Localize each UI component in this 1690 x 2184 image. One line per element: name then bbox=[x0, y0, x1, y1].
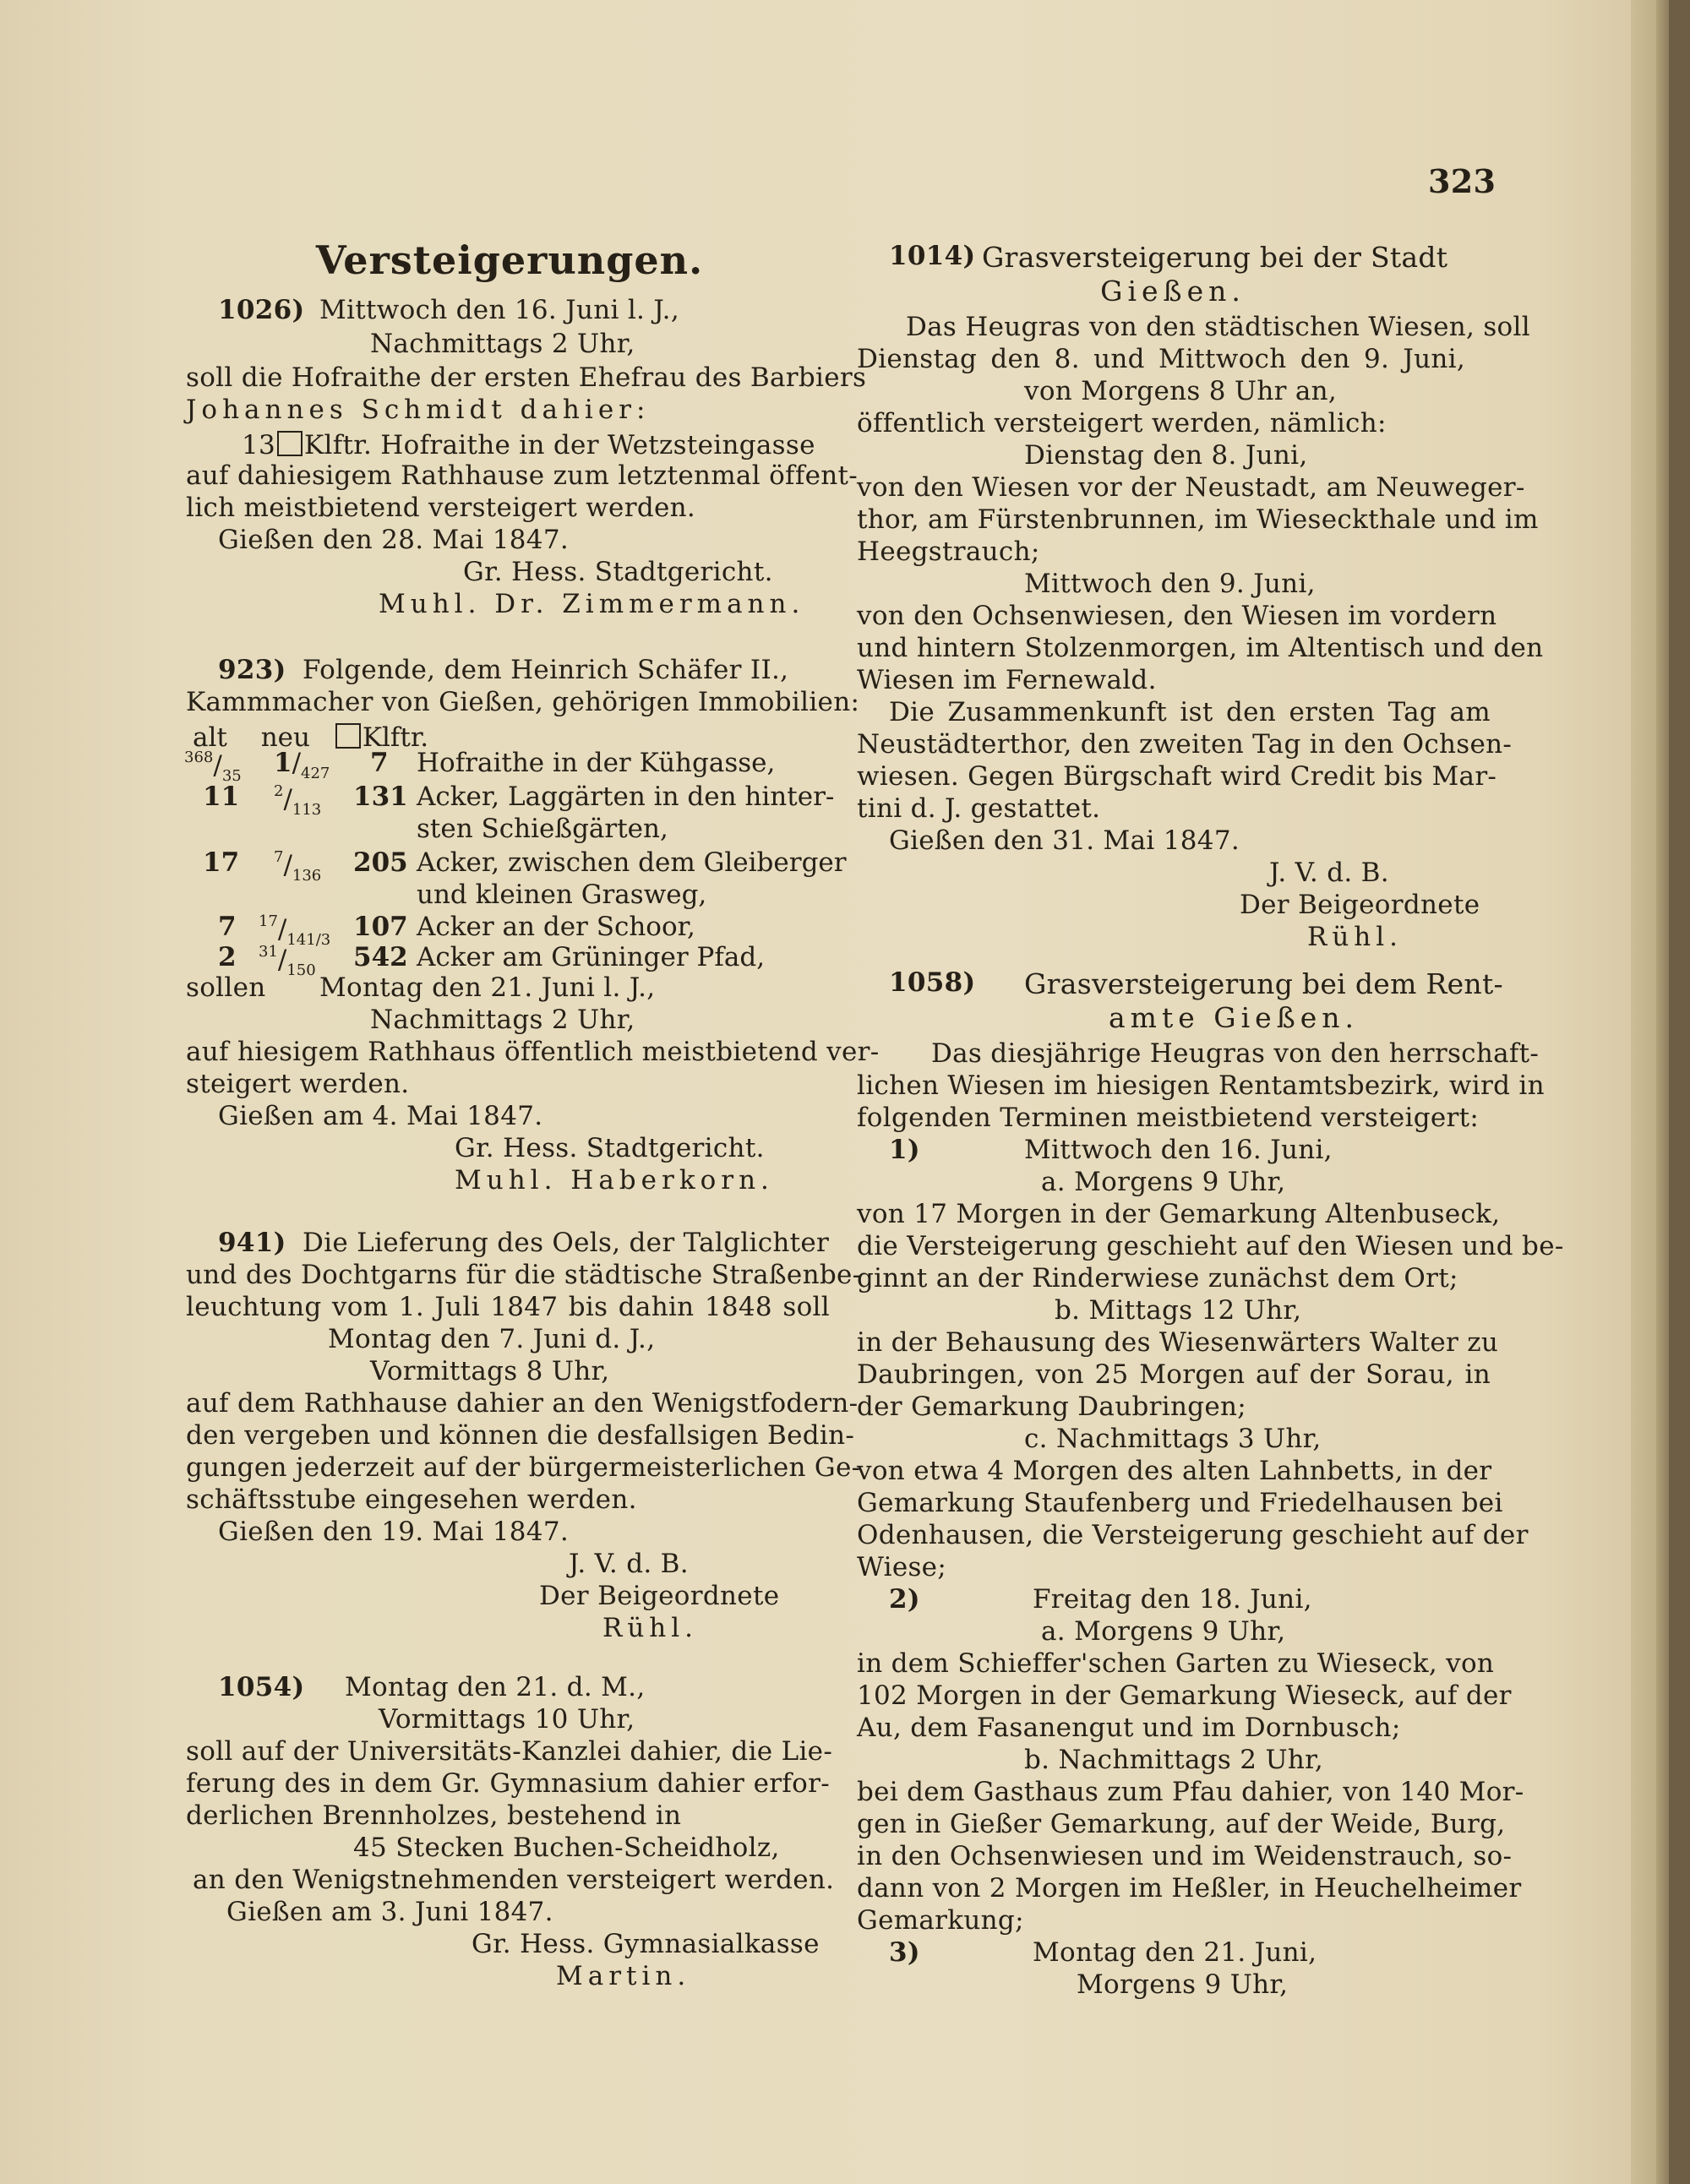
notice-line: an den Wenigstnehmenden versteigert werden. bbox=[193, 1865, 835, 1895]
notice-line: auf dahiesigem Rathhause zum letztenmal öffent- bbox=[186, 460, 859, 491]
notice-line: sollen bbox=[186, 972, 266, 1003]
square-symbol bbox=[335, 723, 361, 749]
notice-line: Wiesen im Fernewald. bbox=[857, 665, 1157, 695]
section-heading: Versteigerungen. bbox=[315, 237, 704, 283]
notice-signature: Der Beigeordnete bbox=[1240, 890, 1480, 920]
notice-signature: J. V. d. B. bbox=[1269, 858, 1389, 888]
notice-line: Die Zusammenkunft ist den ersten Tag am bbox=[889, 697, 1491, 727]
notice-line: Vormittags 10 Uhr, bbox=[379, 1704, 635, 1735]
alt-num: 368 bbox=[184, 749, 214, 766]
notice-line: gungen jederzeit auf der bürgermeisterlichen Ge- bbox=[186, 1452, 861, 1483]
notice-line: Nachmittags 2 Uhr, bbox=[370, 329, 635, 359]
notice-line: lich meistbietend versteigert werden. bbox=[186, 493, 696, 523]
notice-line: in dem Schieffer'schen Garten zu Wieseck, von bbox=[857, 1648, 1495, 1679]
notice-line: 102 Morgen in der Gemarkung Wieseck, auf der bbox=[857, 1680, 1512, 1711]
notice-title: Grasversteigerung bei der Stadt bbox=[982, 241, 1448, 274]
notice-line: Daubringen, von 25 Morgen auf der Sorau, in bbox=[857, 1359, 1491, 1390]
notice-line: tini d. J. gestattet. bbox=[857, 793, 1101, 824]
alt-num: 2 bbox=[218, 942, 237, 972]
notice-line: in den Ochsenwiesen und im Weidenstrauch, so- bbox=[857, 1841, 1513, 1871]
notice-line: Das Heugras von den städtischen Wiesen, soll bbox=[906, 312, 1530, 342]
notice-line: lichen Wiesen im hiesigen Rentamtsbezirk, wird in bbox=[857, 1070, 1545, 1101]
notice-date: Gießen den 31. Mai 1847. bbox=[889, 825, 1240, 856]
parcel-text: Acker an der Schoor, bbox=[417, 912, 695, 942]
notice-line: und des Dochtgarns für die städtische Straßenbe- bbox=[186, 1260, 862, 1290]
notice-line: Freitag den 18. Juni, bbox=[1033, 1584, 1312, 1615]
notice-signature: Muhl. Haberkorn. bbox=[455, 1165, 774, 1195]
notice-signature: Rühl. bbox=[1307, 922, 1404, 952]
neu-den: 113 bbox=[292, 801, 322, 819]
notice-signature: Gr. Hess. Stadtgericht. bbox=[463, 557, 773, 587]
notice-number: 1014) bbox=[889, 241, 976, 271]
notice-number: 1054) bbox=[218, 1672, 305, 1702]
notice-line: steigert werden. bbox=[186, 1069, 410, 1099]
notice-line: Heegstrauch; bbox=[857, 536, 1040, 567]
neu-num: 1 bbox=[274, 748, 292, 778]
notice-date: Gießen am 4. Mai 1847. bbox=[218, 1101, 543, 1131]
notice-line: von den Ochsenwiesen, den Wiesen im vordern bbox=[857, 601, 1497, 631]
klftr-value: 131 bbox=[353, 782, 408, 812]
notice-line: wiesen. Gegen Bürgschaft wird Credit bis Mar- bbox=[857, 761, 1497, 792]
notice-signature: Martin. bbox=[556, 1961, 691, 1991]
notice-line: thor, am Fürstenbrunnen, im Wieseckthale und im bbox=[857, 504, 1539, 535]
neu-den: 136 bbox=[292, 867, 322, 885]
notice-date: Gießen den 28. Mai 1847. bbox=[218, 525, 569, 555]
notice-line: Wiese; bbox=[857, 1552, 947, 1582]
notice-line: Dienstag den 8. und Mittwoch den 9. Juni, bbox=[857, 344, 1465, 374]
notice-number: 941) bbox=[218, 1228, 286, 1258]
neu-den: 141/3 bbox=[286, 931, 331, 949]
notice-line: leuchtung vom 1. Juli 1847 bis dahin 1848 soll bbox=[186, 1292, 830, 1322]
parcel-text: Acker, Laggärten in den hinter- bbox=[417, 782, 835, 812]
notice-line: schäftsstube eingesehen werden. bbox=[186, 1484, 637, 1515]
notice-date: Gießen am 3. Juni 1847. bbox=[226, 1897, 553, 1927]
notice-line: Mittwoch den 16. Juni l. J., bbox=[319, 295, 679, 325]
notice-title: amte Gießen. bbox=[1109, 1001, 1360, 1034]
page-number: 323 bbox=[1428, 162, 1496, 200]
notice-line: a. Morgens 9 Uhr, bbox=[1041, 1167, 1286, 1197]
term-number: 2) bbox=[889, 1584, 920, 1615]
col-alt: alt bbox=[193, 722, 227, 753]
notice-line: und hintern Stolzenmorgen, im Altentisch und den bbox=[857, 633, 1544, 663]
notice-line: 45 Stecken Buchen-Scheidholz, bbox=[353, 1833, 780, 1863]
notice-line: auf dem Rathhause dahier an den Wenigstfodern- bbox=[186, 1388, 859, 1419]
neu-num: 2 bbox=[274, 782, 284, 800]
alt-num: 7 bbox=[218, 912, 237, 942]
notice-line: soll auf der Universitäts-Kanzlei dahier, die Lie- bbox=[186, 1736, 833, 1767]
notice-line: Montag den 21. d. M., bbox=[345, 1672, 646, 1702]
notice-number: 1026) bbox=[218, 295, 305, 325]
notice-line: von Morgens 8 Uhr an, bbox=[1024, 376, 1338, 406]
notice-signature: Rühl. bbox=[602, 1613, 699, 1643]
notice-line: der Gemarkung Daubringen; bbox=[857, 1392, 1247, 1422]
klftr-value: 205 bbox=[353, 847, 408, 878]
notice-title: Gießen. bbox=[1100, 275, 1246, 308]
notice-line: folgenden Terminen meistbietend versteigert: bbox=[857, 1103, 1480, 1133]
notice-line: Mittwoch den 9. Juni, bbox=[1024, 569, 1316, 599]
notice-line: Kammmacher von Gießen, gehörigen Immobilien: bbox=[186, 687, 860, 717]
square-symbol bbox=[277, 431, 303, 456]
notice-line: in der Behausung des Wiesenwärters Walter zu bbox=[857, 1327, 1499, 1358]
notice-line: bei dem Gasthaus zum Pfau dahier, von 140 Mor- bbox=[857, 1777, 1524, 1807]
notice-line: Odenhausen, die Versteigerung geschieht auf der bbox=[857, 1520, 1529, 1550]
notice-signature: Gr. Hess. Stadtgericht. bbox=[455, 1133, 765, 1163]
notice-number: 1058) bbox=[889, 967, 976, 998]
notice-line: c. Nachmittags 3 Uhr, bbox=[1024, 1424, 1322, 1454]
notice-line: den vergeben und können die desfallsigen Bedin- bbox=[186, 1420, 855, 1451]
notice-number: 923) bbox=[218, 655, 286, 685]
parcel-text: Hofraithe in der Kühgasse, bbox=[417, 748, 776, 778]
notice-line: Morgens 9 Uhr, bbox=[1077, 1969, 1289, 2000]
notice-line: ferung des in dem Gr. Gymnasium dahier erfor- bbox=[186, 1768, 830, 1799]
klftr-value: 7 bbox=[370, 748, 389, 778]
page-edge-inner bbox=[1631, 0, 1656, 2184]
neu-den: 427 bbox=[301, 765, 330, 782]
notice-line: Johannes Schmidt dahier: bbox=[186, 395, 651, 425]
term-number: 3) bbox=[889, 1937, 920, 1968]
notice-line: von etwa 4 Morgen des alten Lahnbetts, in der bbox=[857, 1456, 1492, 1486]
area-text: Klftr. Hofraithe in der Wetzsteingasse bbox=[304, 430, 815, 460]
notice-line: b. Mittags 12 Uhr, bbox=[1055, 1295, 1302, 1326]
notice-line: Folgende, dem Heinrich Schäfer II., bbox=[303, 655, 789, 685]
alt-den: 35 bbox=[221, 767, 242, 785]
neu-num: 17 bbox=[259, 912, 278, 930]
area-number: 13 bbox=[242, 430, 276, 460]
notice-line: dann von 2 Morgen im Heßler, in Heuchelheimer bbox=[857, 1873, 1522, 1904]
alt-num: 11 bbox=[203, 782, 240, 812]
notice-date: Gießen den 19. Mai 1847. bbox=[218, 1517, 569, 1547]
notice-line: soll die Hofraithe der ersten Ehefrau des Barbiers bbox=[186, 362, 867, 393]
col-klftr: Klftr. bbox=[362, 722, 429, 753]
notice-signature: Der Beigeordnete bbox=[539, 1581, 780, 1611]
table-header bbox=[193, 723, 428, 751]
notice-signature: J. V. d. B. bbox=[569, 1549, 689, 1579]
notice-line: Gemarkung Staufenberg und Friedelhausen bei bbox=[857, 1488, 1503, 1518]
notice-line: Gemarkung; bbox=[857, 1905, 1024, 1936]
notice-line bbox=[242, 431, 815, 459]
notice-line: von den Wiesen vor der Neustadt, am Neuweger- bbox=[857, 472, 1525, 503]
notice-line: Mittwoch den 16. Juni, bbox=[1024, 1135, 1333, 1165]
notice-line: Nachmittags 2 Uhr, bbox=[370, 1005, 635, 1035]
klftr-value: 107 bbox=[353, 912, 408, 942]
notice-line: ginnt an der Rinderwiese zunächst dem Ort; bbox=[857, 1263, 1458, 1294]
notice-line: Neustädterthor, den zweiten Tag in den Ochsen- bbox=[857, 729, 1513, 760]
parcel-text: sten Schießgärten, bbox=[417, 814, 668, 844]
neu-num: 31 bbox=[259, 943, 278, 961]
notice-line: b. Nachmittags 2 Uhr, bbox=[1024, 1745, 1324, 1775]
notice-line: Montag den 7. Juni d. J., bbox=[328, 1324, 656, 1354]
parcel-text: und kleinen Grasweg, bbox=[417, 880, 707, 910]
notice-line: Vormittags 8 Uhr, bbox=[370, 1356, 610, 1386]
notice-title: Grasversteigerung bei dem Rent- bbox=[1024, 967, 1503, 1000]
notice-line: Dienstag den 8. Juni, bbox=[1024, 440, 1308, 471]
notice-line: die Versteigerung geschieht auf den Wiesen und be- bbox=[857, 1231, 1564, 1261]
notice-signature: Muhl. Dr. Zimmermann. bbox=[379, 589, 805, 619]
notice-line: Montag den 21. Juni, bbox=[1033, 1937, 1317, 1968]
klftr-value: 542 bbox=[353, 942, 408, 972]
notice-line: Die Lieferung des Oels, der Talglichter bbox=[303, 1228, 830, 1258]
notice-line: Au, dem Fasanengut und im Dornbusch; bbox=[857, 1713, 1401, 1743]
notice-signature: Gr. Hess. Gymnasialkasse bbox=[472, 1929, 820, 1959]
notice-line: Das diesjährige Heugras von den herrschaft- bbox=[931, 1038, 1540, 1069]
notice-line: a. Morgens 9 Uhr, bbox=[1041, 1616, 1286, 1647]
term-number: 1) bbox=[889, 1135, 920, 1165]
notice-line: auf hiesigem Rathhaus öffentlich meistbietend ver- bbox=[186, 1037, 880, 1067]
notice-line: Montag den 21. Juni l. J., bbox=[319, 972, 656, 1003]
parcel-text: Acker am Grüninger Pfad, bbox=[417, 942, 766, 972]
parcel-text: Acker, zwischen dem Gleiberger bbox=[417, 847, 847, 878]
notice-line: derlichen Brennholzes, bestehend in bbox=[186, 1800, 682, 1831]
notice-line: gen in Gießer Gemarkung, auf der Weide, Burg, bbox=[857, 1809, 1506, 1839]
notice-line: öffentlich versteigert werden, nämlich: bbox=[857, 408, 1387, 438]
neu-den: 150 bbox=[286, 961, 316, 979]
page-edge-outer bbox=[1656, 0, 1669, 2184]
neu-num: 7 bbox=[274, 848, 284, 866]
col-neu: neu bbox=[260, 722, 310, 753]
notice-line: von 17 Morgen in der Gemarkung Altenbuseck, bbox=[857, 1199, 1501, 1229]
alt-num: 17 bbox=[203, 847, 240, 878]
